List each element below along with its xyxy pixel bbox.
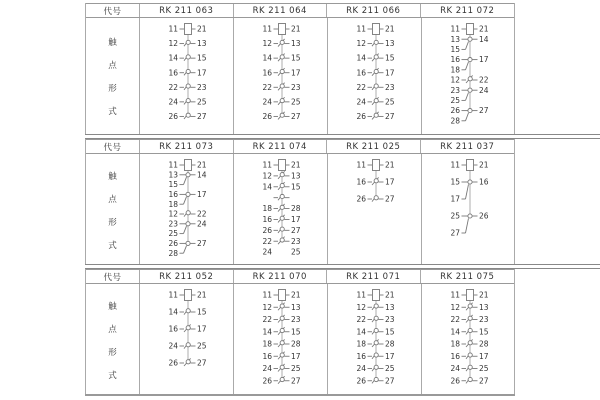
svg-text:27: 27 bbox=[291, 112, 301, 122]
code-header-label: 代号 bbox=[86, 4, 140, 17]
svg-text:28: 28 bbox=[385, 339, 395, 349]
code-cell: RK 211 071 bbox=[327, 270, 421, 283]
table-section-1 bbox=[85, 3, 515, 134]
svg-text:11: 11 bbox=[168, 160, 178, 170]
svg-text:16: 16 bbox=[356, 351, 366, 361]
svg-text:27: 27 bbox=[291, 376, 301, 386]
svg-text:18: 18 bbox=[262, 204, 272, 214]
svg-text:27: 27 bbox=[385, 194, 395, 204]
svg-text:13: 13 bbox=[291, 171, 301, 181]
svg-text:26: 26 bbox=[168, 112, 178, 122]
svg-text:14: 14 bbox=[168, 53, 178, 63]
svg-text:17: 17 bbox=[479, 55, 489, 65]
section-3-header-row bbox=[86, 269, 514, 284]
code-cell: RK 211 052 bbox=[140, 270, 234, 283]
svg-text:22: 22 bbox=[262, 315, 272, 325]
svg-text:17: 17 bbox=[197, 68, 207, 78]
svg-text:23: 23 bbox=[197, 82, 207, 92]
contact-diagram bbox=[422, 154, 515, 266]
svg-text:25: 25 bbox=[291, 97, 301, 107]
svg-text:16: 16 bbox=[168, 68, 178, 78]
svg-text:12: 12 bbox=[262, 39, 272, 49]
svg-text:14: 14 bbox=[262, 327, 272, 337]
svg-text:11: 11 bbox=[356, 290, 366, 300]
svg-text:26: 26 bbox=[262, 376, 272, 386]
svg-text:25: 25 bbox=[479, 364, 489, 374]
section-3-body-row bbox=[86, 284, 514, 396]
diagram-cell bbox=[140, 154, 234, 266]
svg-text:12: 12 bbox=[356, 39, 366, 49]
contact-form-label: 触 点 形 式 bbox=[86, 154, 140, 266]
svg-text:11: 11 bbox=[450, 160, 460, 170]
table-section-3 bbox=[85, 269, 515, 396]
contact-diagram bbox=[140, 18, 233, 134]
svg-text:12: 12 bbox=[356, 302, 366, 312]
svg-text:27: 27 bbox=[385, 112, 395, 122]
contact-diagram bbox=[422, 284, 515, 396]
code-cell: RK 211 066 bbox=[327, 4, 421, 17]
svg-text:24: 24 bbox=[262, 97, 272, 107]
svg-text:15: 15 bbox=[291, 327, 301, 337]
svg-text:13: 13 bbox=[450, 34, 460, 44]
svg-text:22: 22 bbox=[450, 315, 460, 325]
svg-text:24: 24 bbox=[450, 364, 460, 374]
svg-text:16: 16 bbox=[262, 215, 272, 225]
svg-text:11: 11 bbox=[262, 24, 272, 34]
svg-text:21: 21 bbox=[385, 24, 395, 34]
svg-text:25: 25 bbox=[385, 364, 395, 374]
svg-text:22: 22 bbox=[168, 82, 178, 92]
diagram-cell bbox=[422, 18, 515, 134]
diagram-cell bbox=[234, 18, 328, 134]
svg-text:23: 23 bbox=[291, 315, 301, 325]
svg-text:16: 16 bbox=[262, 68, 272, 78]
diagram-cell bbox=[328, 284, 422, 396]
svg-text:14: 14 bbox=[262, 53, 272, 63]
diagram-cell bbox=[328, 18, 422, 134]
svg-text:22: 22 bbox=[197, 209, 207, 219]
code-cell: RK 211 064 bbox=[234, 4, 328, 17]
svg-text:24: 24 bbox=[168, 341, 178, 351]
diagram-cell bbox=[140, 18, 234, 134]
svg-text:24: 24 bbox=[356, 364, 366, 374]
svg-text:14: 14 bbox=[356, 53, 366, 63]
code-cell: RK 211 037 bbox=[440, 141, 495, 152]
svg-text:22: 22 bbox=[479, 75, 489, 85]
svg-text:23: 23 bbox=[385, 82, 395, 92]
svg-text:12: 12 bbox=[262, 302, 272, 312]
svg-text:15: 15 bbox=[197, 307, 207, 317]
svg-text:21: 21 bbox=[197, 290, 207, 300]
svg-text:11: 11 bbox=[262, 160, 272, 170]
code-cell: RK 211 072 bbox=[440, 5, 495, 16]
svg-text:15: 15 bbox=[197, 53, 207, 63]
svg-text:21: 21 bbox=[385, 160, 395, 170]
svg-text:16: 16 bbox=[479, 177, 489, 187]
svg-text:11: 11 bbox=[450, 290, 460, 300]
svg-text:18: 18 bbox=[168, 199, 178, 209]
svg-text:21: 21 bbox=[479, 160, 489, 170]
svg-text:23: 23 bbox=[291, 82, 301, 92]
svg-text:17: 17 bbox=[197, 190, 207, 199]
code-header-label: 代号 bbox=[86, 140, 140, 153]
svg-text:26: 26 bbox=[356, 194, 366, 204]
svg-text:26: 26 bbox=[168, 358, 178, 368]
diagram-cell bbox=[234, 154, 328, 266]
svg-text:27: 27 bbox=[197, 358, 207, 368]
svg-text:27: 27 bbox=[291, 225, 301, 235]
svg-text:16: 16 bbox=[168, 324, 178, 334]
svg-text:18: 18 bbox=[450, 339, 460, 349]
svg-text:25: 25 bbox=[197, 97, 207, 107]
svg-text:26: 26 bbox=[450, 376, 460, 386]
svg-text:17: 17 bbox=[197, 324, 207, 334]
svg-text:24: 24 bbox=[479, 85, 489, 95]
table-bottom-border bbox=[85, 394, 515, 396]
svg-text:28: 28 bbox=[291, 204, 301, 214]
svg-text:14: 14 bbox=[356, 327, 366, 337]
svg-text:28: 28 bbox=[450, 116, 460, 126]
svg-text:25: 25 bbox=[168, 229, 178, 239]
svg-text:28: 28 bbox=[291, 339, 301, 349]
svg-text:26: 26 bbox=[262, 225, 272, 235]
svg-text:22: 22 bbox=[356, 82, 366, 92]
contact-diagram bbox=[140, 154, 233, 266]
diagram-cell bbox=[422, 284, 515, 396]
svg-text:23: 23 bbox=[450, 85, 460, 95]
contact-diagram bbox=[234, 18, 327, 134]
svg-text:11: 11 bbox=[450, 24, 460, 34]
svg-text:15: 15 bbox=[385, 327, 395, 337]
svg-text:18: 18 bbox=[450, 65, 460, 75]
svg-text:22: 22 bbox=[356, 315, 366, 325]
svg-text:17: 17 bbox=[450, 194, 460, 204]
svg-text:17: 17 bbox=[291, 351, 301, 361]
svg-text:13: 13 bbox=[291, 302, 301, 312]
svg-text:15: 15 bbox=[168, 180, 178, 190]
svg-text:17: 17 bbox=[291, 215, 301, 225]
svg-text:12: 12 bbox=[168, 209, 178, 219]
svg-text:15: 15 bbox=[450, 45, 460, 54]
svg-text:17: 17 bbox=[385, 351, 395, 361]
svg-text:27: 27 bbox=[197, 112, 207, 122]
svg-text:16: 16 bbox=[262, 351, 272, 361]
svg-text:17: 17 bbox=[479, 351, 489, 361]
svg-text:27: 27 bbox=[450, 228, 460, 238]
svg-text:18: 18 bbox=[356, 339, 366, 349]
svg-text:13: 13 bbox=[385, 39, 395, 49]
diagram-cell bbox=[234, 284, 328, 396]
svg-text:13: 13 bbox=[291, 39, 301, 49]
svg-text:25: 25 bbox=[450, 96, 460, 105]
svg-text:12: 12 bbox=[262, 171, 272, 181]
code-cell: RK 211 074 bbox=[234, 140, 328, 153]
svg-text:15: 15 bbox=[450, 177, 460, 187]
svg-text:11: 11 bbox=[356, 160, 366, 170]
code-cell: RK 211 073 bbox=[140, 140, 234, 153]
svg-text:26: 26 bbox=[356, 376, 366, 386]
svg-text:21: 21 bbox=[291, 160, 301, 170]
code-cell: RK 211 025 bbox=[327, 140, 421, 153]
contact-diagram bbox=[234, 154, 327, 266]
svg-text:17: 17 bbox=[385, 177, 395, 187]
svg-text:26: 26 bbox=[356, 112, 366, 122]
svg-text:25: 25 bbox=[291, 247, 301, 257]
svg-text:14: 14 bbox=[450, 327, 460, 337]
diagram-cell bbox=[422, 154, 515, 266]
contact-diagram bbox=[328, 284, 421, 396]
svg-text:16: 16 bbox=[356, 177, 366, 187]
svg-text:13: 13 bbox=[479, 302, 489, 312]
svg-text:14: 14 bbox=[262, 182, 272, 192]
svg-text:16: 16 bbox=[168, 190, 178, 199]
svg-text:13: 13 bbox=[168, 170, 178, 180]
contact-diagram bbox=[422, 18, 515, 134]
svg-text:11: 11 bbox=[356, 24, 366, 34]
svg-text:22: 22 bbox=[262, 236, 272, 246]
svg-text:28: 28 bbox=[479, 339, 489, 349]
svg-text:16: 16 bbox=[356, 68, 366, 78]
svg-text:28: 28 bbox=[168, 248, 178, 258]
contact-form-label: 触 点 形 式 bbox=[86, 18, 140, 134]
contact-diagram bbox=[140, 284, 233, 396]
section-2-header-row bbox=[86, 139, 514, 154]
svg-text:24: 24 bbox=[262, 364, 272, 374]
svg-text:17: 17 bbox=[291, 68, 301, 78]
svg-text:21: 21 bbox=[479, 24, 489, 34]
svg-text:21: 21 bbox=[291, 24, 301, 34]
svg-text:27: 27 bbox=[479, 106, 489, 116]
svg-text:18: 18 bbox=[262, 339, 272, 349]
svg-text:26: 26 bbox=[479, 211, 489, 221]
contact-diagram bbox=[234, 284, 327, 396]
svg-text:17: 17 bbox=[385, 68, 395, 78]
svg-text:11: 11 bbox=[262, 290, 272, 300]
svg-text:13: 13 bbox=[385, 302, 395, 312]
svg-text:27: 27 bbox=[385, 376, 395, 386]
svg-text:23: 23 bbox=[385, 315, 395, 325]
svg-text:24: 24 bbox=[168, 97, 178, 107]
svg-text:21: 21 bbox=[197, 160, 207, 170]
svg-text:26: 26 bbox=[262, 112, 272, 122]
svg-text:12: 12 bbox=[450, 302, 460, 312]
svg-text:14: 14 bbox=[479, 34, 489, 44]
code-cell: RK 211 063 bbox=[140, 4, 234, 17]
svg-text:21: 21 bbox=[479, 290, 489, 300]
svg-text:16: 16 bbox=[450, 55, 460, 65]
svg-text:11: 11 bbox=[168, 24, 178, 34]
svg-text:14: 14 bbox=[168, 307, 178, 317]
svg-text:27: 27 bbox=[479, 376, 489, 386]
section-1-header-row bbox=[86, 3, 514, 18]
svg-text:21: 21 bbox=[385, 290, 395, 300]
table-section-2 bbox=[85, 139, 515, 266]
svg-text:24: 24 bbox=[356, 97, 366, 107]
svg-text:25: 25 bbox=[291, 364, 301, 374]
svg-text:26: 26 bbox=[450, 106, 460, 116]
svg-text:22: 22 bbox=[262, 82, 272, 92]
svg-text:25: 25 bbox=[450, 211, 460, 221]
contact-form-label: 触 点 形 式 bbox=[86, 284, 140, 396]
svg-text:25: 25 bbox=[385, 97, 395, 107]
code-header-label: 代号 bbox=[86, 270, 140, 283]
svg-text:13: 13 bbox=[197, 39, 207, 49]
svg-text:23: 23 bbox=[168, 219, 178, 229]
code-cell: RK 211 075 bbox=[440, 271, 495, 282]
svg-text:23: 23 bbox=[479, 315, 489, 325]
svg-text:26: 26 bbox=[168, 239, 178, 248]
contact-diagram bbox=[328, 18, 421, 134]
diagram-cell bbox=[328, 154, 422, 266]
section-2-body-row bbox=[86, 154, 514, 266]
svg-text:24: 24 bbox=[262, 247, 272, 257]
svg-text:14: 14 bbox=[197, 170, 207, 180]
svg-text:15: 15 bbox=[479, 327, 489, 337]
svg-text:27: 27 bbox=[197, 239, 207, 248]
svg-text:21: 21 bbox=[197, 24, 207, 34]
svg-text:11: 11 bbox=[168, 290, 178, 300]
section-1-body-row bbox=[86, 18, 514, 134]
svg-text:15: 15 bbox=[291, 182, 301, 192]
code-cell: RK 211 070 bbox=[234, 270, 328, 283]
svg-text:16: 16 bbox=[450, 351, 460, 361]
svg-text:12: 12 bbox=[168, 39, 178, 49]
svg-text:24: 24 bbox=[197, 219, 207, 229]
svg-text:15: 15 bbox=[291, 53, 301, 63]
contact-diagram bbox=[328, 154, 421, 266]
svg-text:15: 15 bbox=[385, 53, 395, 63]
svg-text:12: 12 bbox=[450, 75, 460, 85]
diagram-cell bbox=[140, 284, 234, 396]
svg-text:23: 23 bbox=[291, 236, 301, 246]
svg-text:25: 25 bbox=[197, 341, 207, 351]
svg-text:21: 21 bbox=[291, 290, 301, 300]
